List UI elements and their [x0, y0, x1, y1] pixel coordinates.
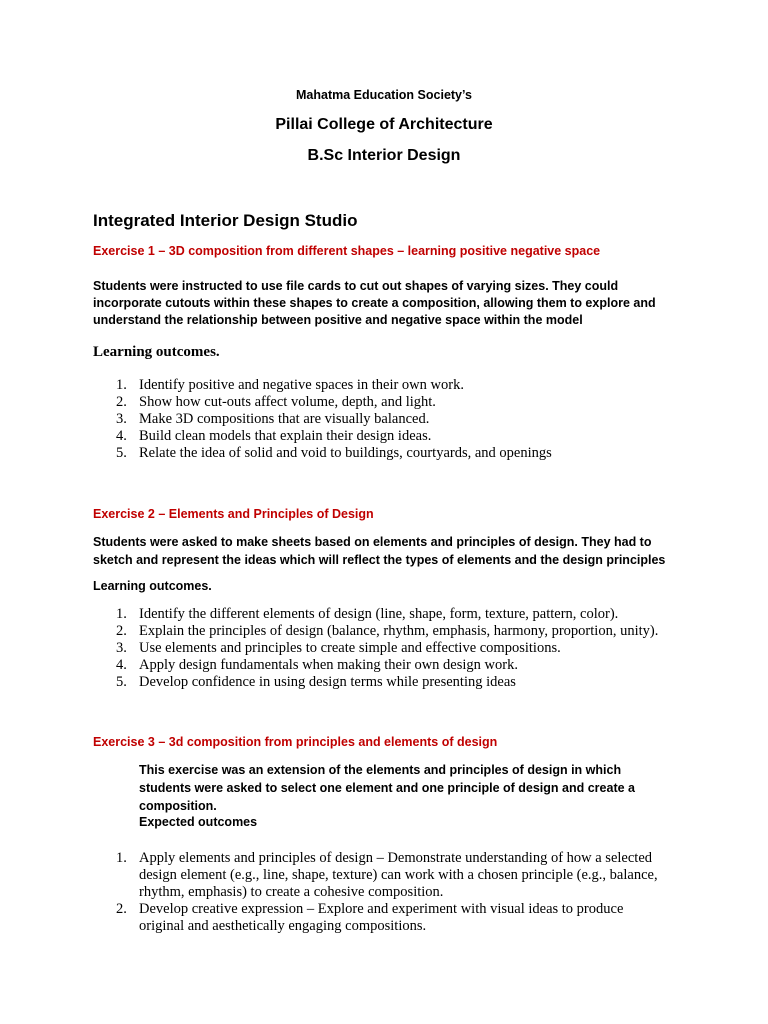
list-item: 3. Make 3D compositions that are visually balanced.	[116, 411, 430, 427]
list-item-text: Develop creative expression – Explore and experiment with visual ideas to produce original and aesthetically engaging compositions.	[139, 901, 624, 934]
list-item-text: Relate the idea of solid and void to buildings, courtyards, and openings	[139, 445, 552, 461]
list-item: 1. Identify the different elements of design (line, shape, form, texture, pattern, color).	[116, 606, 619, 622]
list-item: 1. Apply elements and principles of design – Demonstrate understanding of how a selected design element (e.g., line, shape, texture) can work with a chosen principle (e.g., balance, rhythm, emphasis) to create a cohesive composition.	[116, 850, 658, 900]
list-item: 2. Explain the principles of design (balance, rhythm, emphasis, harmony, proportion, unity).	[116, 623, 659, 639]
society-name: Mahatma Education Society’s	[296, 88, 472, 102]
list-item: 2. Show how cut-outs affect volume, depth, and light.	[116, 394, 436, 410]
list-item-text: Use elements and principles to create simple and effective compositions.	[139, 640, 561, 656]
list-item-text: Build clean models that explain their design ideas.	[139, 428, 432, 444]
exercise-3-title: Exercise 3 – 3d composition from principles and elements of design	[93, 735, 498, 749]
college-name: Pillai College of Architecture	[275, 116, 493, 133]
list-item: 4. Apply design fundamentals when making their own design work.	[116, 657, 518, 673]
list-item-text: Show how cut-outs affect volume, depth, and light.	[139, 394, 436, 410]
list-item-text: Identify the different elements of design (line, shape, form, texture, pattern, color).	[139, 606, 619, 622]
exercise-3-outcomes-list	[93, 850, 671, 935]
exercise-3-description: This exercise was an extension of the elements and principles of design in which students were asked to select one element and one principle of design and create a composition.	[139, 763, 635, 813]
exercise-3-outcomes-heading: Expected outcomes	[139, 815, 258, 829]
list-item: 2. Develop creative expression – Explore and experiment with visual ideas to produce original and aesthetically engaging compositions.	[116, 901, 624, 934]
list-item-text: Apply elements and principles of design – Demonstrate understanding of how a selected design element (e.g., line, shape, texture) can work with a chosen principle (e.g., balance, rhythm, emphasis) to create a cohesive composition.	[139, 850, 658, 900]
list-item: 3. Use elements and principles to create simple and effective compositions.	[116, 640, 561, 656]
list-item: 4. Build clean models that explain their design ideas.	[116, 428, 432, 444]
list-item: 1. Identify positive and negative spaces in their own work.	[116, 377, 464, 393]
list-item: 5. Develop confidence in using design terms while presenting ideas	[116, 674, 516, 690]
program-name: B.Sc Interior Design	[307, 147, 461, 164]
exercise-2-outcomes-list	[93, 606, 673, 691]
exercise-2-description: Students were asked to make sheets based on elements and principles of design. They had to sketch and represent the ideas which will reflect the types of elements and the design principles	[93, 535, 666, 567]
list-item-text: Explain the principles of design (balance, rhythm, emphasis, harmony, proportion, unity).	[139, 623, 659, 639]
list-item: 5. Relate the idea of solid and void to buildings, courtyards, and openings	[116, 445, 552, 461]
list-item-text: Identify positive and negative spaces in their own work.	[139, 377, 464, 393]
exercise-1-outcomes-list	[93, 377, 693, 462]
list-item-text: Develop confidence in using design terms while presenting ideas	[139, 674, 516, 690]
list-item-text: Make 3D compositions that are visually balanced.	[139, 411, 430, 427]
exercise-1-description: Students were instructed to use file cards to cut out shapes of varying sizes. They could incorporate cutouts within these shapes to create a composition, allowing them to explore and understand the relationship between positive and negative space within the model	[93, 279, 656, 327]
studio-title: Integrated Interior Design Studio	[93, 211, 358, 230]
exercise-1-title: Exercise 1 – 3D composition from different shapes – learning positive negative space	[93, 244, 601, 258]
exercise-1-outcomes-heading: Learning outcomes.	[93, 344, 220, 360]
exercise-2-title: Exercise 2 – Elements and Principles of Design	[93, 507, 374, 521]
exercise-2-outcomes-heading: Learning outcomes.	[93, 579, 212, 593]
list-item-text: Apply design fundamentals when making their own design work.	[139, 657, 518, 673]
